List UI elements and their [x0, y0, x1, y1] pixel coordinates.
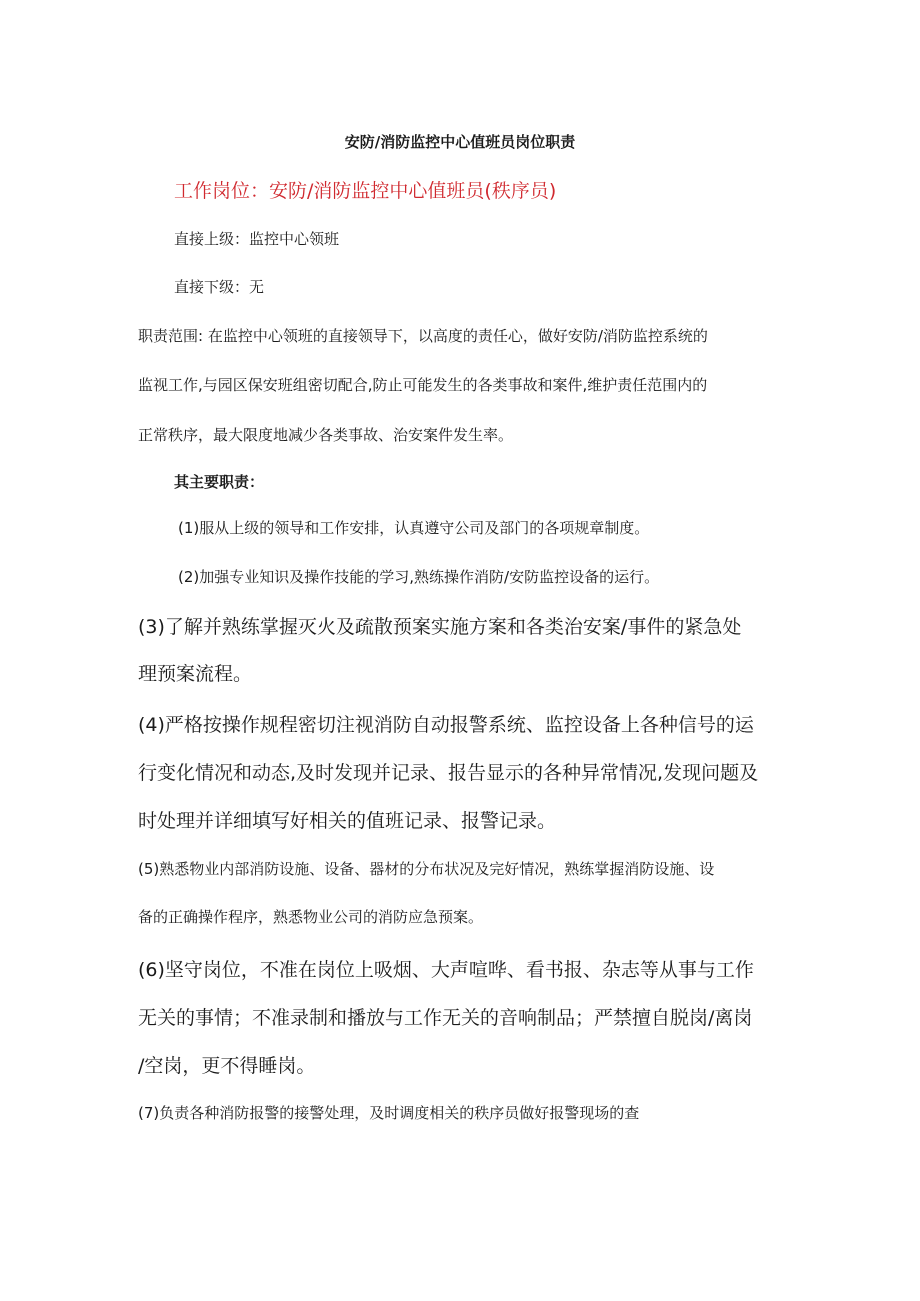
direct-subordinate: 直接下级：无 — [174, 278, 265, 296]
duty-item-4-line: (4)严格按操作规程密切注视消防自动报警系统、监控设备上各种信号的运 — [138, 714, 754, 736]
duty-item-3-line: 理预案流程。 — [138, 663, 253, 685]
duty-item-5-line: 备的正确操作程序，熟悉物业公司的消防应急预案。 — [138, 908, 484, 926]
duty-item-4-line: 行变化情况和动态,及时发现并记录、报告显示的各种异常情况,发现问题及 — [138, 762, 759, 784]
scope-line: 职责范围: 在监控中心领班的直接领导下，以高度的责任心，做好安防/消防监控系统的 — [138, 327, 708, 345]
duties-heading: 其主要职责： — [174, 473, 265, 491]
direct-supervisor: 直接上级：监控中心领班 — [174, 230, 340, 248]
duty-item-2: (2)加强专业知识及操作技能的学习,熟练操作消防/安防监控设备的运行。 — [178, 568, 660, 586]
duty-item-3-line: (3)了解并熟练掌握灭火及疏散预案实施方案和各类治安案/事件的紧急处 — [138, 616, 742, 638]
duty-item-6-line: (6)坚守岗位，不准在岗位上吸烟、大声喧哗、看书报、杂志等从事与工作 — [138, 959, 754, 981]
duty-item-6-line: 无关的事情；不准录制和播放与工作无关的音响制品；严禁擅自脱岗/离岗 — [138, 1007, 753, 1029]
document-title: 安防/消防监控中心值班员岗位职责 — [344, 133, 576, 151]
job-position: 工作岗位：安防/消防监控中心值班员(秩序员) — [174, 180, 557, 202]
duty-item-7: (7)负责各种消防报警的接警处理，及时调度相关的秩序员做好报警现场的查 — [138, 1104, 640, 1122]
scope-line: 监视工作,与园区保安班组密切配合,防止可能发生的各类事故和案件,维护责任范围内的 — [138, 376, 708, 394]
duty-item-6-line: /空岗，更不得睡岗。 — [138, 1055, 316, 1077]
scope-line: 正常秩序，最大限度地减少各类事故、治安案件发生率。 — [138, 426, 514, 444]
duty-item-5-line: (5)熟悉物业内部消防设施、设备、器材的分布状况及完好情况，熟练掌握消防设施、设 — [138, 860, 715, 878]
duty-item-4-line: 时处理并详细填写好相关的值班记录、报警记录。 — [138, 810, 557, 832]
duty-item-1: (1)服从上级的领导和工作安排，认真遵守公司及部门的各项规章制度。 — [178, 519, 650, 537]
